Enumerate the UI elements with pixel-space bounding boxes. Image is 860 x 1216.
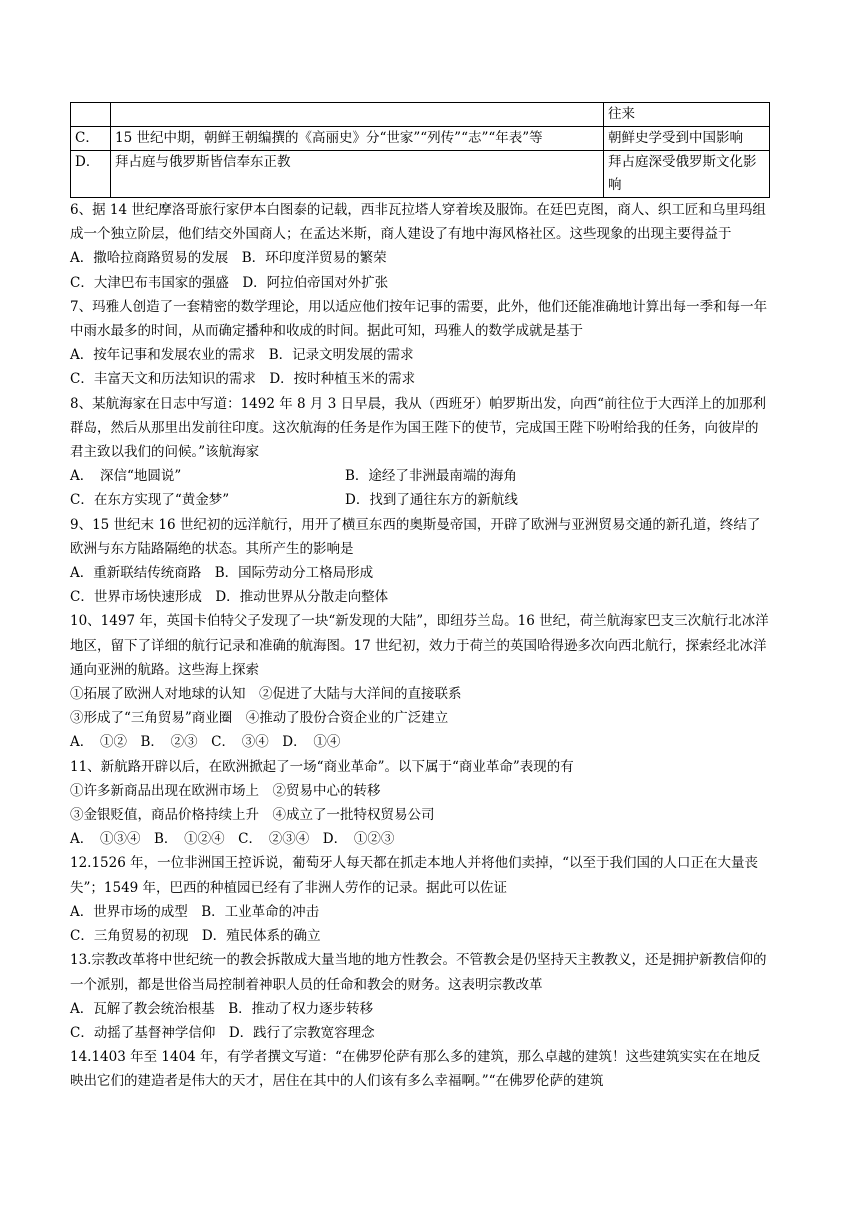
- table-row: [71, 151, 770, 198]
- option-content: 拜占庭与俄罗斯皆信奉东正教: [111, 151, 604, 198]
- question-stem: 13.宗教改革将中世纪统一的教会拆散成大量当地的地方性教会。不管教会是仍坚持天主教教义，还是拥护新教信仰的一个派别，都是世俗当局控制着神职人员的任命和教会的财务。这表明宗教改革: [70, 952, 767, 993]
- option-line: C．世界市场快速形成 D．推动世界从分散走向整体: [70, 589, 389, 606]
- option-content: 15 世纪中期，朝鲜王朝编撰的《高丽史》分“世家”“列传”“志”“年表”等: [111, 127, 604, 151]
- option-line: [70, 488, 770, 512]
- question-14: [70, 1045, 770, 1093]
- option-a: A． 深信“地圆说”: [70, 468, 182, 485]
- table-row: [71, 103, 770, 127]
- answer-table: [70, 102, 770, 198]
- statement-line: ③金银贬值，商品价格持续上升 ④成立了一批特权贸易公司: [70, 807, 435, 824]
- option-line: A． ①② B． ②③ C． ③④ D． ①④: [70, 734, 341, 751]
- question-stem: 8、某航海家在日志中写道：1492 年 8 月 3 日早晨，我从（西班牙）帕罗斯出发，向西“前往位于大西洋上的加那利群岛，然后从那里出发前往印度。这次航海的任务是作为国王陛下的使节，完成国王陛下吩咐给我的任务，向彼岸的君主致以我们的问候。”该航海家: [70, 395, 766, 461]
- question-9: [70, 513, 770, 610]
- statement-line: ①拓展了欧洲人对地球的认知 ②促进了大陆与大洋间的直接联系: [70, 686, 462, 703]
- question-13: [70, 948, 770, 1045]
- statement-line: ①许多新商品出现在欧洲市场上 ②贸易中心的转移: [70, 782, 381, 799]
- option-line: C．大津巴布韦国家的强盛 D．阿拉伯帝国对外扩张: [70, 274, 389, 291]
- option-b: B．途经了非洲最南端的海角: [345, 468, 517, 485]
- option-d: D．找到了通往东方的新航线: [345, 492, 518, 509]
- option-result: 往来: [604, 103, 770, 127]
- option-line: A．世界市场的成型 B．工业革命的冲击: [70, 903, 320, 920]
- option-line: A．瓦解了教会统治根基 B．推动了权力逐步转移: [70, 1000, 374, 1017]
- question-stem: 10、1497 年，英国卡伯特父子发现了一块“新发现的大陆”，即纽芬兰岛。16 世纪，荷兰航海家巴支三次航行北冰洋地区，留下了详细的航行记录和准确的航海图。17 世纪初，效力于荷兰的英国哈得逊多次向西北航行，探索经北冰洋通向亚洲的航路。这些海上探索: [70, 613, 769, 678]
- question-stem: 14.1403 年至 1404 年，有学者撰文写道：“在佛罗伦萨有那么多的建筑，那么卓越的建筑！这些建筑实实在在地反映出它们的建造者是伟大的天才，居住在其中的人们该有多么幸福啊。”“在佛罗伦萨的建筑: [70, 1049, 761, 1090]
- option-c: C．在东方实现了“黄金梦”: [70, 492, 230, 509]
- option-line: A．撒哈拉商路贸易的发展 B．环印度洋贸易的繁荣: [70, 250, 387, 267]
- question-6: [70, 198, 770, 295]
- question-stem: 12.1526 年，一位非洲国王控诉说，葡萄牙人每天都在抓走本地人并将他们卖掉，“以至于我们国的人口正在大量丧失”；1549 年，巴西的种植园已经有了非洲人劳作的记录。据此可以佐证: [70, 855, 759, 896]
- option-line: C．丰富天文和历法知识的需求 D．按时种植玉米的需求: [70, 371, 416, 388]
- question-7: [70, 295, 770, 392]
- question-stem: 6、据 14 世纪摩洛哥旅行家伊本白图泰的记载，西非瓦拉塔人穿着埃及服饰。在廷巴克图，商人、织工匠和乌里玛组成一个独立阶层，他们结交外国商人；在孟达米斯，商人建设了有地中海风格社区。这些现象的出现主要得益于: [70, 202, 766, 243]
- option-line: A． ①③④ B． ①②④ C． ②③④ D． ①②③: [70, 831, 395, 848]
- question-11: [70, 755, 770, 852]
- question-stem: 7、玛雅人创造了一套精密的数学理论，用以适应他们按年记事的需要，此外，他们还能准确地计算出每一季和每一年中雨水最多的时间，从而确定播种和收成的时间。据此可知，玛雅人的数学成就是基于: [70, 298, 768, 340]
- question-8: [70, 392, 770, 513]
- option-line: A．重新联结传统商路 B．国际劳动分工格局形成: [70, 565, 374, 582]
- exam-page: [70, 102, 770, 1094]
- option-label: D．: [71, 151, 111, 198]
- table-row: [71, 127, 770, 151]
- option-result: 拜占庭深受俄罗斯文化影响: [604, 151, 770, 198]
- option-line: A．按年记事和发展农业的需求 B．记录文明发展的需求: [70, 347, 414, 364]
- option-result: 朝鲜史学受到中国影响: [604, 127, 770, 151]
- question-10: [70, 609, 770, 754]
- question-stem: 11、新航路开辟以后，在欧洲掀起了一场“商业革命”。以下属于“商业革命”表现的有: [70, 758, 574, 775]
- option-line: [70, 464, 770, 488]
- question-stem: 9、15 世纪末 16 世纪初的远洋航行，用开了横亘东西的奥斯曼帝国，开辟了欧洲与亚洲贸易交通的新孔道，终结了欧洲与东方陆路隔绝的状态。其所产生的影响是: [70, 516, 761, 557]
- statement-line: ③形成了“三角贸易”商业圈 ④推动了股份合资企业的广泛建立: [70, 710, 449, 727]
- option-label: [71, 103, 111, 127]
- option-line: C．动摇了基督神学信仰 D．践行了宗教宽容理念: [70, 1024, 375, 1041]
- option-label: C．: [71, 127, 111, 151]
- option-content: [111, 103, 604, 127]
- question-12: [70, 851, 770, 948]
- option-line: C．三角贸易的初现 D．殖民体系的确立: [70, 928, 321, 945]
